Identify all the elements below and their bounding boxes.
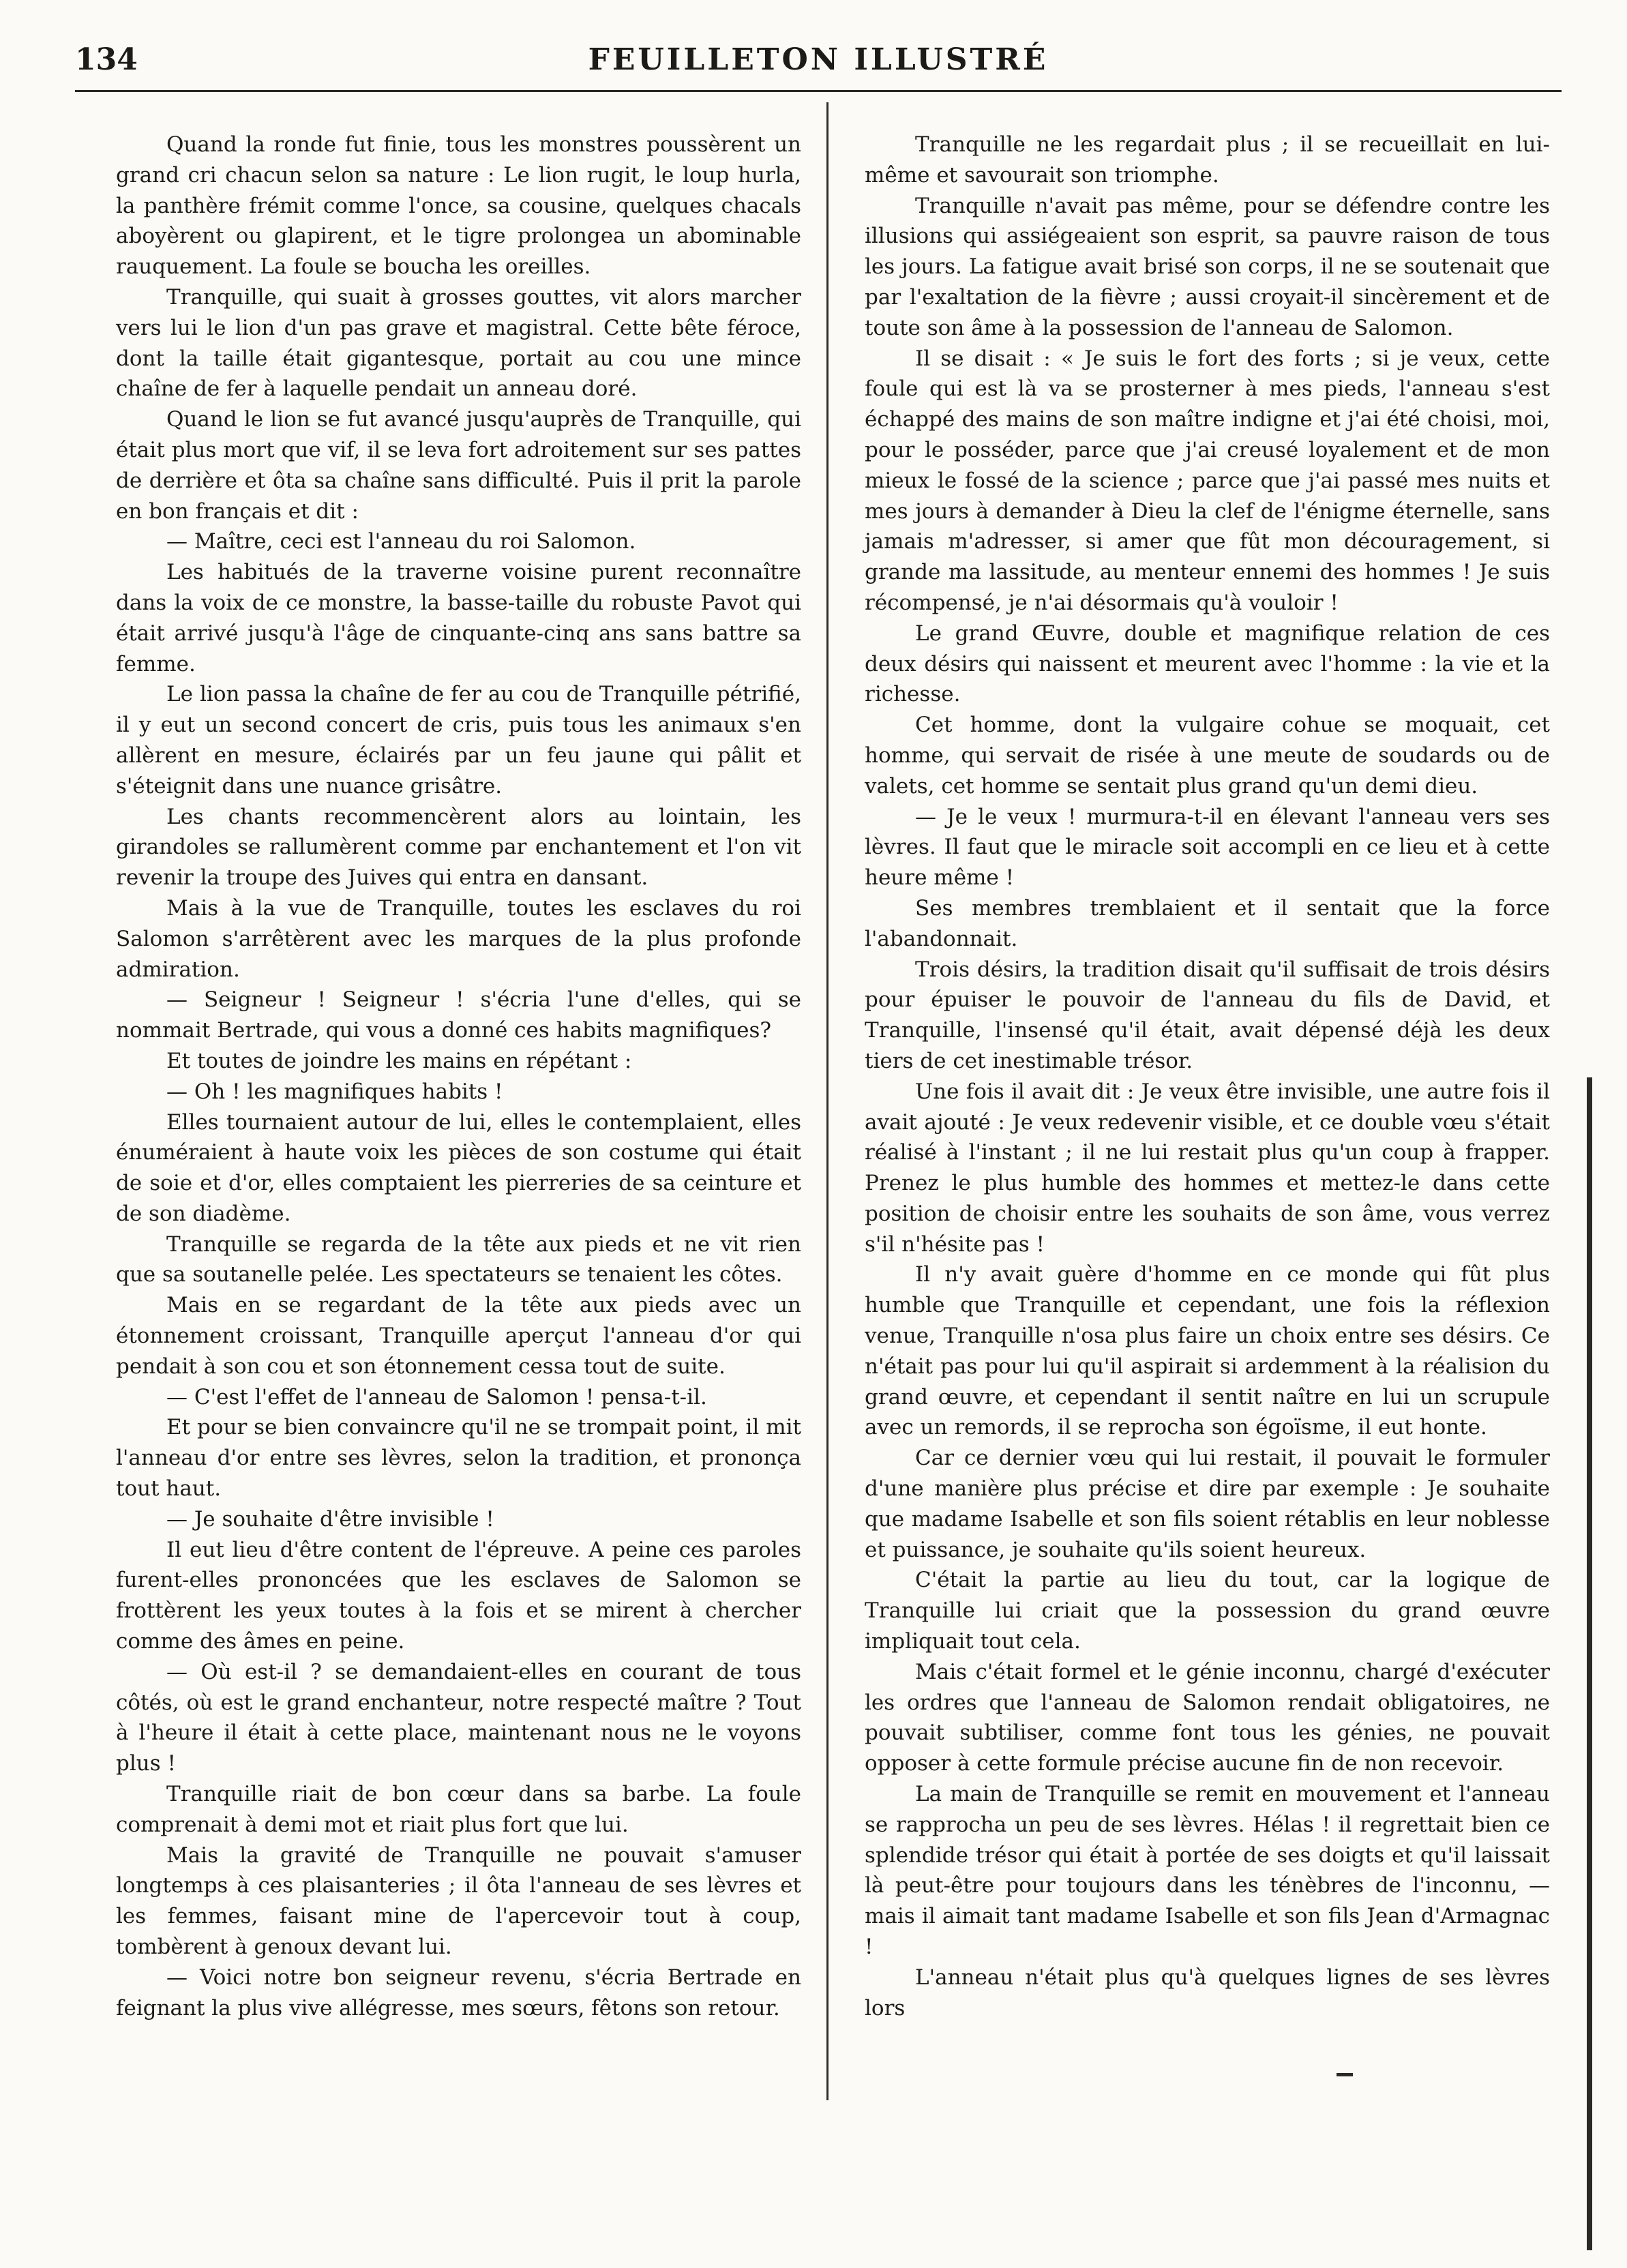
paragraph: Mais c'était formel et le génie inconnu, chargé d'exécuter les ordres que l'anneau de Salomon rendait obligatoires, ne pouvait subtiliser, comme font tous les génies, ne pouvait opposer à cette formule précise aucune fin de non recevoir.	[865, 1659, 1550, 1776]
paragraph: Ses membres tremblaient et il sentait que la force l'abandonnait.	[865, 895, 1550, 951]
paragraph: L'anneau n'était plus qu'à quelques lignes de ses lèvres lors	[865, 1965, 1550, 2020]
ink-mark	[1337, 2073, 1353, 2076]
paragraph: Quand la ronde fut finie, tous les monstres poussèrent un grand cri chacun selon sa nature : Le lion rugit, le loup hurla, la panthère frémit comme l'once, sa cousine, quelques chacals aboyèrent ou glapirent, et le tigre prolongea un abominable rauquement. La foule se boucha les oreilles.	[116, 132, 801, 280]
paragraph: Tranquille riait de bon cœur dans sa barbe. La foule comprenait à demi mot et riait plus fort que lui.	[116, 1782, 801, 1837]
paragraph: Tranquille se regarda de la tête aux pieds et ne vit rien que sa soutanelle pelée. Les spectateurs se tenaient les côtes.	[116, 1232, 801, 1287]
paragraph: — Où est-il ? se demandaient-elles en courant de tous côtés, où est le grand enchanteur, notre respecté maître ? Tout à l'heure il était à cette place, maintenant nous ne le voyons plus !	[116, 1659, 801, 1776]
paragraph: Tranquille, qui suait à grosses gouttes, vit alors marcher vers lui le lion d'un pas grave et magistral. Cette bête féroce, dont la taille était gigantesque, portait au cou une mince chaîne de fer à laquelle pendait un anneau doré.	[116, 284, 801, 402]
paragraph: Les chants recommencèrent alors au lointain, les girandoles se rallumèrent comme par enchantement et l'on vit revenir la troupe des Juives qui entra en dansant.	[116, 804, 801, 891]
paragraph: La main de Tranquille se remit en mouvement et l'anneau se rapprocha un peu de ses lèvres. Hélas ! il regrettait bien ce splendide trésor qui était à portée de ses doigts et qu'il laissait là peut-être pour toujours dans les ténèbres de l'inconnu, — mais il aimait tant madame Isabelle et son fils Jean d'Armagnac !	[865, 1782, 1550, 1960]
paragraph: — Seigneur ! Seigneur ! s'écria l'une d'elles, qui se nommait Bertrade, qui vous a donné ces habits magnifiques?	[116, 987, 801, 1043]
paragraph: Car ce dernier vœu qui lui restait, il pouvait le formuler d'une manière plus précise et dire par exemple : Je souhaite que madame Isabelle et son fils soient rétablis en leur noblesse et puissance, je souhaite qu'ils soient heureux.	[865, 1446, 1550, 1562]
paragraph: — Je souhaite d'être invisible !	[166, 1506, 494, 1532]
paragraph: Une fois il avait dit : Je veux être invisible, une autre fois il avait ajouté : Je veux redevenir visible, et ce double vœu s'était réalisé à l'instant ; il ne lui restait plus qu'un coup à frapper. Prenez le plus humble des hommes et mettez-le dans cette position de choisir entre les souhaits de son âme, vous verrez s'il n'hésite pas !	[865, 1079, 1550, 1257]
paragraph: Et pour se bien convaincre qu'il ne se trompait point, il mit l'anneau d'or entre ses lèvres, selon la tradition, et prononça tout haut.	[116, 1415, 801, 1502]
paragraph: Tranquille n'avait pas même, pour se défendre contre les illusions qui assiégeaient son esprit, sa pauvre raison de tous les jours. La fatigue avait brisé son corps, il ne se soutenait que par l'exaltation de la fièvre ; aussi croyait-il sincèrement et de toute son âme à la possession de l'anneau de Salomon.	[865, 193, 1550, 340]
paragraph: Mais en se regardant de la tête aux pieds avec un étonnement croissant, Tranquille aperçut l'anneau d'or qui pendait à son cou et son étonnement cessa tout de suite.	[116, 1293, 801, 1379]
left-column	[116, 130, 801, 2023]
paragraph: Cet homme, dont la vulgaire cohue se moquait, cet homme, qui servait de risée à une meute de soudards ou de valets, cet homme se sentait plus grand qu'un demi dieu.	[865, 713, 1550, 799]
paragraph: Mais la gravité de Tranquille ne pouvait s'amuser longtemps à ces plaisanteries ; il ôta l'anneau de ses lèvres et les femmes, faisant mine de l'apercevoir tout à coup, tombèrent à genoux devant lui.	[116, 1842, 801, 1960]
paragraph: — Oh ! les magnifiques habits !	[166, 1079, 503, 1104]
running-title: FEUILLETON ILLUSTRÉ	[588, 42, 1049, 77]
paragraph: Et toutes de joindre les mains en répétant :	[166, 1048, 632, 1073]
paragraph: Mais à la vue de Tranquille, toutes les esclaves du roi Salomon s'arrêtèrent avec les marques de la plus profonde admiration.	[116, 895, 801, 982]
paragraph: C'était la partie au lieu du tout, car la logique de Tranquille lui criait que la possession du grand œuvre impliquait tout cela.	[865, 1568, 1550, 1654]
page-header	[75, 40, 1562, 87]
paragraph: Trois désirs, la tradition disait qu'il suffisait de trois désirs pour épuiser le pouvoir de l'anneau du fils de David, et Tranquille, l'insensé qu'il était, avait dépensé déjà les deux tiers de cet inestimable trésor.	[865, 957, 1550, 1073]
header-rule	[75, 90, 1562, 92]
right-column	[865, 130, 1550, 2023]
page-edge-shadow	[1587, 1077, 1592, 2250]
paragraph: Il se disait : « Je suis le fort des forts ; si je veux, cette foule qui est là va se prosterner à mes pieds, l'anneau s'est échappé des mains de son maître indigne et j'ai été choisi, moi, pour le posséder, parce que j'ai creusé loyalement et de mon mieux le fossé de la science ; parce que j'ai passé mes nuits et mes jours à demander à Dieu la clef de l'énigme éternelle, sans jamais m'adresser, si amer que fût mon découragement, si grande ma lassitude, au menteur ennemi des hommes ! Je suis récompensé, je n'ai désormais qu'à vouloir !	[865, 346, 1550, 615]
paragraph: Quand le lion se fut avancé jusqu'auprès de Tranquille, qui était plus mort que vif, il se leva fort adroitement sur ses pattes de derrière et ôta sa chaîne sans difficulté. Puis il prit la parole en bon français et dit :	[116, 407, 801, 524]
column-divider	[826, 102, 829, 2100]
paragraph: — C'est l'effet de l'anneau de Salomon ! pensa-t-il.	[166, 1384, 707, 1409]
paragraph: Les habitués de la traverne voisine purent reconnaître dans la voix de ce monstre, la basse-taille du robuste Pavot qui était arrivé jusqu'à l'âge de cinquante-cinq ans sans battre sa femme.	[116, 560, 801, 676]
paragraph: Le lion passa la chaîne de fer au cou de Tranquille pétrifié, il y eut un second concert de cris, puis tous les animaux s'en allèrent en mesure, éclairés par un feu jaune qui pâlit et s'éteignit dans une nuance grisâtre.	[116, 682, 801, 799]
paragraph: Il eut lieu d'être content de l'épreuve. A peine ces paroles furent-elles prononcées que les esclaves de Salomon se frottèrent les yeux toutes à la fois et se mirent à chercher comme des âmes en peine.	[116, 1537, 801, 1654]
paragraph: — Maître, ceci est l'anneau du roi Salomon.	[166, 529, 636, 554]
paragraph: Il n'y avait guère d'homme en ce monde qui fût plus humble que Tranquille et cependant, une fois la réflexion venue, Tranquille n'osa plus faire un choix entre ses désirs. Ce n'était pas pour lui qu'il aspirait si ardemment à la réalision du grand œuvre, et cependant il sentit naître en lui un scrupule avec un remords, il se reprocha son égoïsme, il eut honte.	[865, 1262, 1550, 1440]
paragraph: Tranquille ne les regardait plus ; il se recueillait en lui-même et savourait son triomphe.	[865, 132, 1550, 188]
paragraph: Elles tournaient autour de lui, elles le contemplaient, elles énuméraient à haute voix les pièces de son costume qui était de soie et d'or, elles comptaient les pierreries de sa ceinture et de son diadème.	[116, 1109, 801, 1226]
page-number: 134	[75, 42, 138, 77]
paragraph: — Je le veux ! murmura-t-il en élevant l'anneau vers ses lèvres. Il faut que le miracle soit accompli en ce lieu et à cette heure même !	[865, 804, 1550, 891]
paragraph: Le grand Œuvre, double et magnifique relation de ces deux désirs qui naissent et meurent avec l'homme : la vie et la richesse.	[865, 621, 1550, 707]
paragraph: — Voici notre bon seigneur revenu, s'écria Bertrade en feignant la plus vive allégresse, mes sœurs, fêtons son retour.	[116, 1965, 801, 2020]
